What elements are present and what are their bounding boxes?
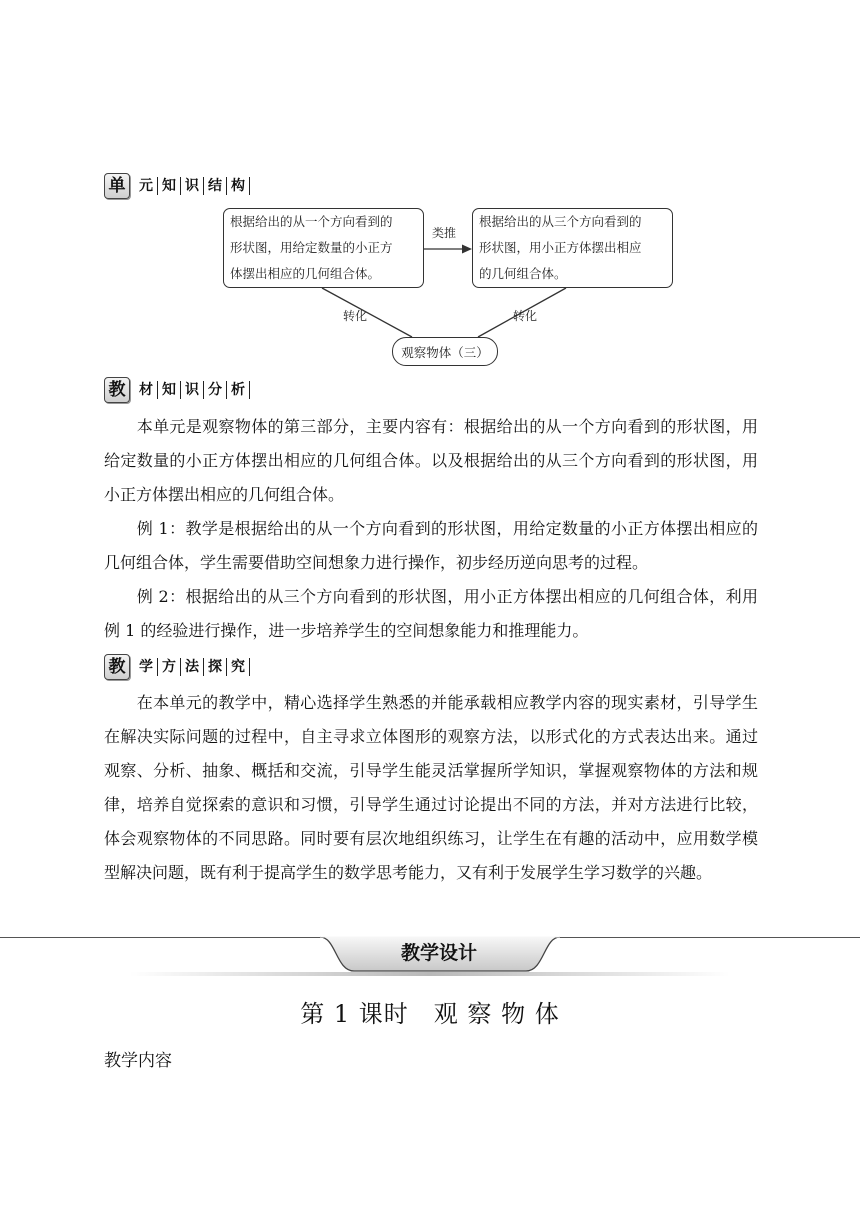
banner-title: 教学设计 xyxy=(400,941,477,964)
connector-label-left: 转化 xyxy=(343,309,368,323)
section-header-text: 材 知 识 分 析 xyxy=(135,381,250,399)
analysis-paragraph-1: 本单元是观察物体的第三部分，主要内容有：根据给出的从一个方向看到的形状图，用给定数量的小正方体摆出相应的几何组合体。以及根据给出的从三个方向看到的形状图，用小正方体摆出相应的几何组合体。 xyxy=(104,417,758,504)
section-header-method-explore xyxy=(104,654,250,680)
analysis-paragraph-2: 例 1：教学是根据给出的从一个方向看到的形状图，用给定数量的小正方体摆出相应的几何组合体，学生需要借助空间想象力进行操作，初步经历逆向思考的过程。 xyxy=(104,519,758,572)
analysis-paragraph-3: 例 2：根据给出的从三个方向看到的形状图，用小正方体摆出相应的几何组合体，利用例 1 的经验进行操作，进一步培养学生的空间想象能力和推理能力。 xyxy=(104,587,758,640)
arrow-label-analogy: 类推 xyxy=(432,226,457,240)
section-badge: 单 xyxy=(104,173,130,199)
diagram-center-topic: 观察物体（三） xyxy=(392,337,498,366)
diagram-box-one-direction: 根据给出的从一个方向看到的 形状图，用给定数量的小正方 体摆出相应的几何组合体。 xyxy=(223,208,424,288)
section-header-material-analysis xyxy=(104,377,250,403)
section-header-text: 学 方 法 探 究 xyxy=(135,658,250,676)
section-badge: 教 xyxy=(104,377,130,403)
section-badge: 教 xyxy=(104,654,130,680)
section-header-text: 元 知 识 结 构 xyxy=(135,177,250,195)
method-paragraph: 在本单元的教学中，精心选择学生熟悉的并能承载相应教学内容的现实素材，引导学生在解决实际问题的过程中，自主寻求立体图形的观察方法，以形式化的方式表达出来。通过观察、分析、抽象、概括和交流，引导学生能灵活掌握所学知识，掌握观察物体的方法和规律，培养自觉探索的意识和习惯，引导学生通过讨论提出不同的方法，并对方法进行比较，体会观察物体的不同思路。同时要有层次地组织练习，让学生在有趣的活动中，应用数学模型解决问题，既有利于提高学生的数学思考能力，又有利于发展学生学习数学的兴趣。 xyxy=(104,693,758,882)
connector-label-right: 转化 xyxy=(513,309,538,323)
teaching-content-heading: 教学内容 xyxy=(104,1051,172,1071)
diagram-box-three-directions: 根据给出的从三个方向看到的 形状图，用小正方体摆出相应 的几何组合体。 xyxy=(472,208,673,288)
lesson-title: 第 1 课时 观 察 物 体 xyxy=(300,1000,560,1028)
diagram-connectors xyxy=(0,0,860,380)
